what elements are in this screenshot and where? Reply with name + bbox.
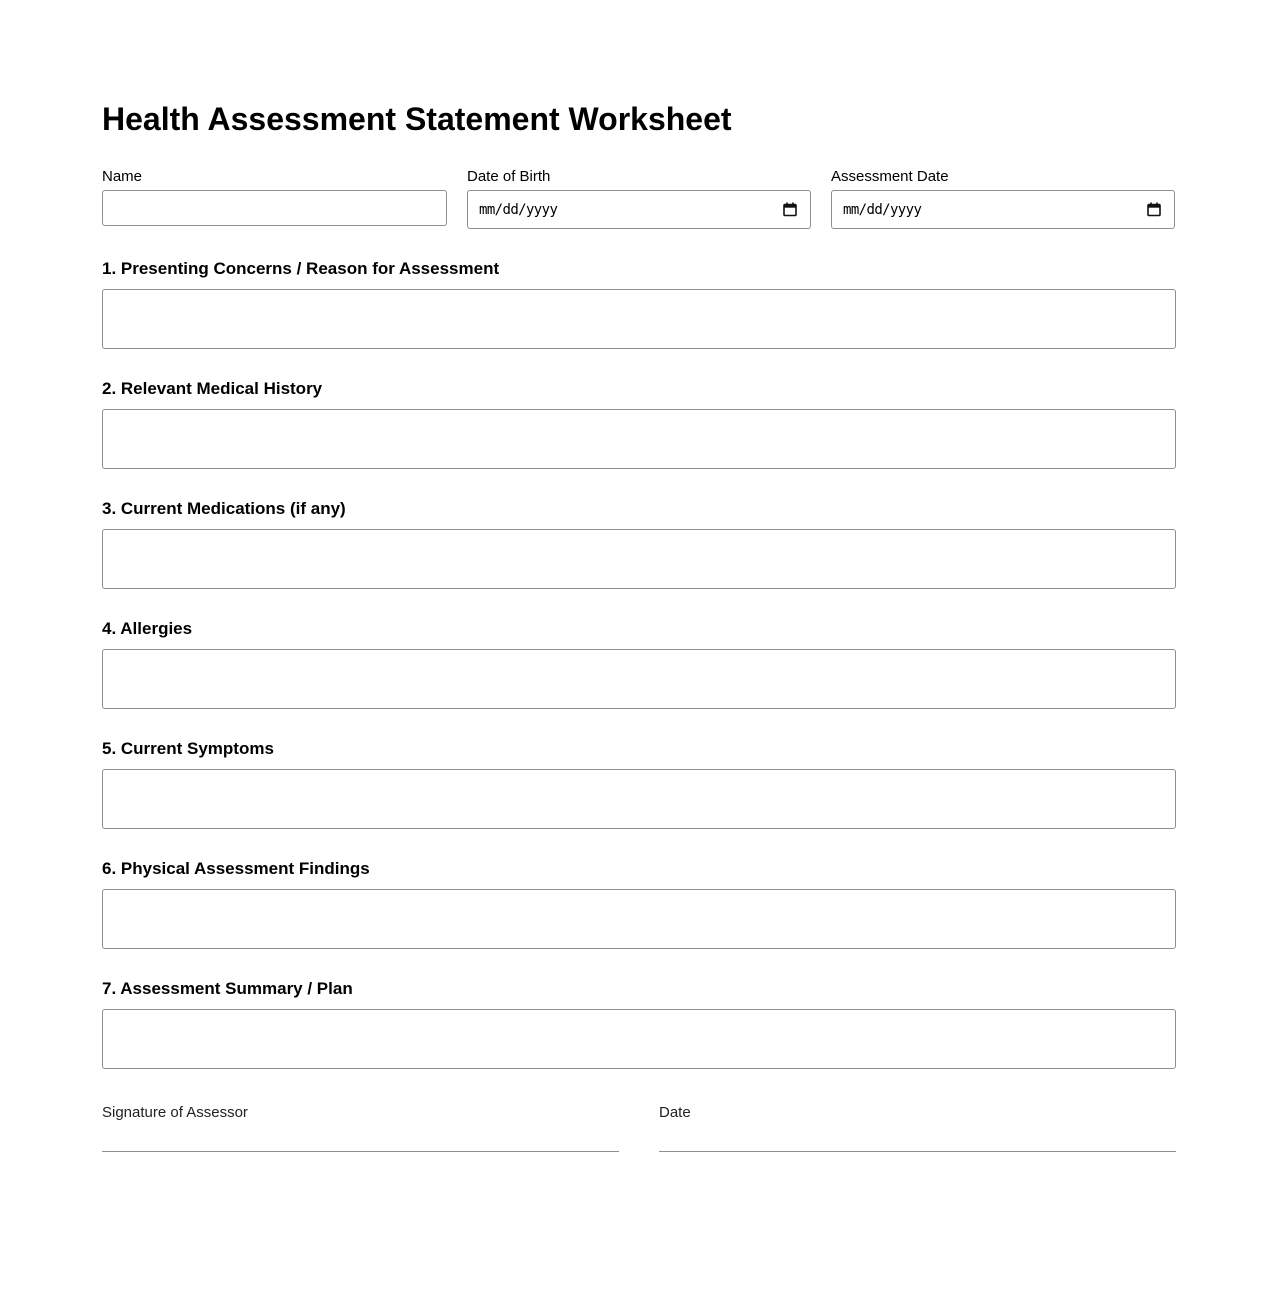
name-label: Name: [102, 168, 143, 185]
summary-plan-textarea[interactable]: [102, 1009, 1176, 1069]
assessor-signature-label: Signature of Assessor: [102, 1104, 248, 1121]
signature-date-label: Date: [659, 1104, 691, 1121]
section-label: 3. Current Medications (if any): [102, 499, 346, 518]
name-input[interactable]: [102, 190, 447, 226]
calendar-icon[interactable]: [783, 202, 797, 217]
dob-input[interactable]: [467, 190, 811, 229]
section-label: 7. Assessment Summary / Plan: [102, 979, 353, 998]
allergies-textarea[interactable]: [102, 649, 1176, 709]
header-fields-row: [102, 168, 1176, 230]
assessor-signature-block: [102, 1104, 619, 1152]
assessment-date-placeholder: mm/dd/yyyy: [843, 202, 922, 218]
medical-history-textarea[interactable]: [102, 409, 1176, 469]
assessment-date-field-group: [831, 168, 1176, 218]
section-label: 4. Allergies: [102, 619, 193, 638]
name-field-group: [102, 168, 447, 186]
section-label: 5. Current Symptoms: [102, 739, 274, 758]
assessment-date-label: Assessment Date: [831, 168, 949, 185]
dob-label: Date of Birth: [467, 168, 551, 185]
section-label: 6. Physical Assessment Findings: [102, 859, 370, 878]
signature-date-line[interactable]: [659, 1151, 1176, 1152]
section-label: 2. Relevant Medical History: [102, 379, 323, 398]
dob-placeholder: mm/dd/yyyy: [479, 202, 558, 218]
page-title: Health Assessment Statement Worksheet: [102, 101, 732, 137]
section-label: 1. Presenting Concerns / Reason for Assessment: [102, 259, 500, 278]
physical-findings-textarea[interactable]: [102, 889, 1176, 949]
signature-date-block: [659, 1104, 1176, 1152]
dob-field-group: [467, 168, 812, 218]
calendar-icon[interactable]: [1147, 202, 1161, 217]
assessment-date-input[interactable]: [831, 190, 1175, 229]
assessor-signature-line[interactable]: [102, 1151, 619, 1152]
current-medications-textarea[interactable]: [102, 529, 1176, 589]
presenting-concerns-textarea[interactable]: [102, 289, 1176, 349]
current-symptoms-textarea[interactable]: [102, 769, 1176, 829]
